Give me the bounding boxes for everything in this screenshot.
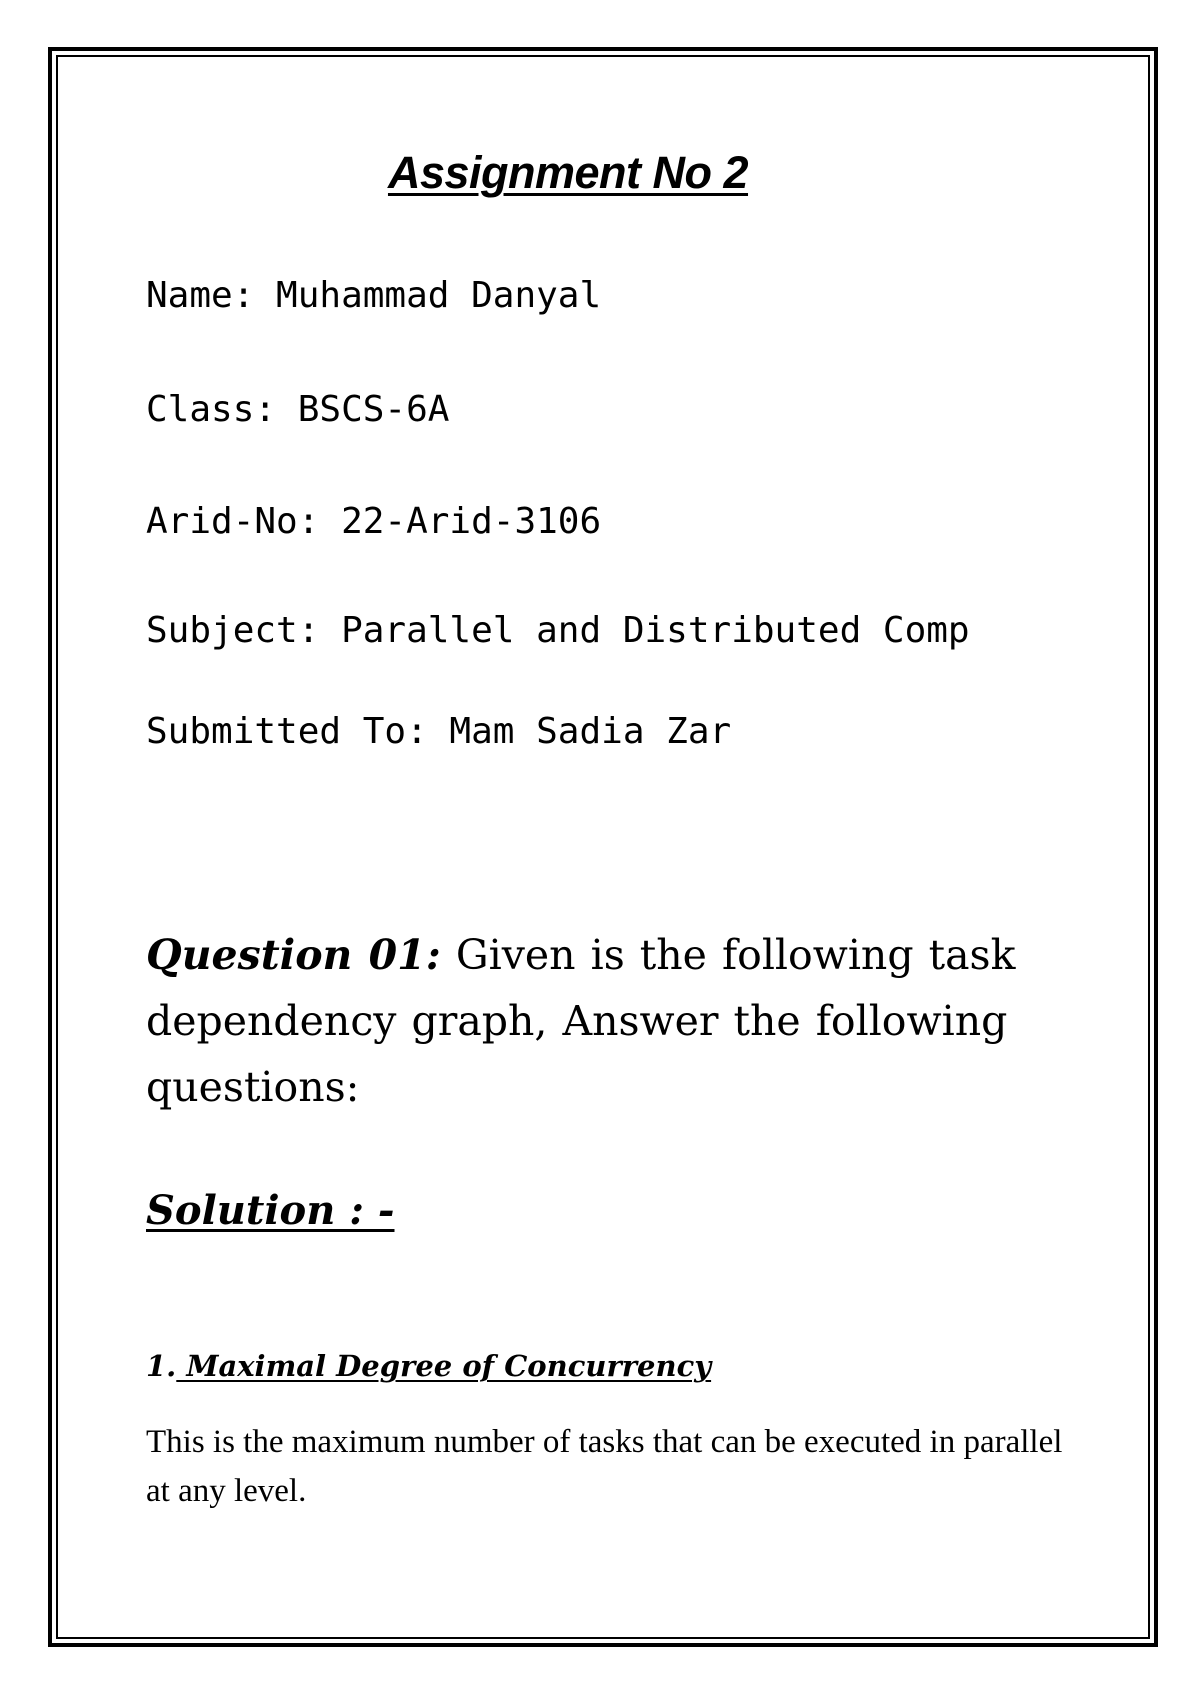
arid-number: Arid-No: 22-Arid-3106: [146, 501, 602, 542]
section-1-title: Maximal Degree of Concurrency: [176, 1349, 712, 1383]
student-name: Name: Muhammad Danyal: [146, 275, 602, 316]
question-text: Given is the following task dependency graph, Answer the following questions:: [146, 931, 1016, 1111]
question-label: Question 01:: [146, 931, 441, 979]
subject: Subject: Parallel and Distributed Comp: [146, 610, 970, 651]
section-1-number: 1.: [146, 1349, 177, 1383]
question-01: [146, 922, 1026, 1120]
document-title-text: Assignment No 2: [387, 147, 749, 198]
submitted-to: Submitted To: Mam Sadia Zar: [146, 711, 732, 752]
student-class: Class: BSCS-6A: [146, 389, 450, 430]
section-1-body: This is the maximum number of tasks that can be executed in parallel at any level.: [146, 1424, 1063, 1509]
document-title: [0, 143, 1200, 203]
solution-heading: Solution : -: [146, 1187, 395, 1234]
section-1-heading: [146, 1346, 711, 1386]
